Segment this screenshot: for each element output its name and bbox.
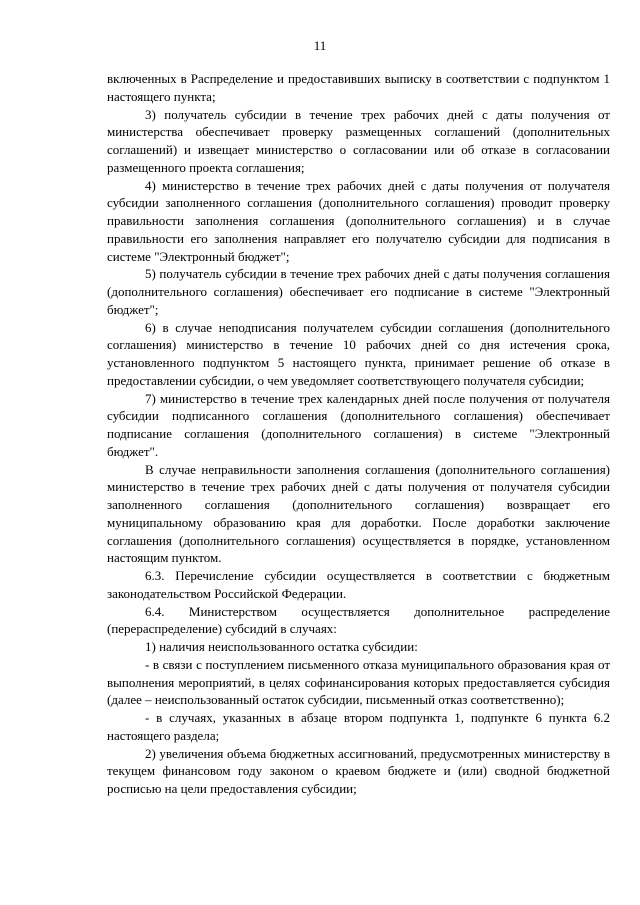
paragraph-6-4-item-1: 1) наличия неиспользованного остатка субсидии: xyxy=(145,639,418,654)
document-body xyxy=(107,70,610,798)
paragraph-item-6: 6) в случае неподписания получателем субсидии соглашения (дополнительного соглашения) министерство в течение 10 рабочих дней со дня истечения срока, установленного подпунктом 5 настоящего пункта, принимает решение об отказе в предоставлении субсидии, о чем уведомляет соответствующего получателя субсидии; xyxy=(107,319,610,388)
paragraph-6-4: 6.4. Министерством осуществляется дополнительное распределение (перераспределение) субсидий в случаях: xyxy=(107,603,610,637)
paragraph-6-3: 6.3. Перечисление субсидии осуществляется в соответствии с бюджетным законодательством Российской Федерации. xyxy=(107,568,610,601)
paragraph-item-4: 4) министерство в течение трех рабочих дней с даты получения от получателя субсидии заполненного соглашения (дополнительного соглашения) проводит проверку правильности заполнения соглашения (дополнительного соглашения) и в случае правильности его заполнения направляет его получателю субсидии для подписания в системе "Электронный бюджет"; xyxy=(107,177,610,264)
paragraph-dash-cases: - в случаях, указанных в абзаце втором подпункта 1, подпункте 6 пункта 6.2 настоящего раздела; xyxy=(107,710,610,743)
page-number: 11 xyxy=(313,38,327,53)
paragraph-item-5: 5) получатель субсидии в течение трех рабочих дней с даты получения соглашения (дополнительного соглашения) обеспечивает его подписание в системе "Электронный бюджет"; xyxy=(107,266,610,317)
paragraph-dash-refusal: - в связи с поступлением письменного отказа муниципального образования края от выполнения мероприятий, в целях софинансирования которых предоставляется субсидия (далее – неиспользованный остаток субсидии, письменный отказ соответственно); xyxy=(107,656,610,708)
paragraph-incorrect-filling: В случае неправильности заполнения соглашения (дополнительного соглашения) министерство в течение трех рабочих дней с даты получения от получателя субсидии заполненного соглашения (дополнительного соглашения) возвращает его муниципальному образованию края для доработки. После доработки заключение соглашения (дополнительного соглашения) осуществляется в порядке, установленном настоящим пунктом. xyxy=(107,461,610,566)
paragraph-item-3: 3) получатель субсидии в течение трех рабочих дней с даты получения от министерства обеспечивает проверку размещенных соглашений (дополнительных соглашений) и извещает министерство о согласовании или об отказе в согласовании размещенного проекта соглашения; xyxy=(107,106,610,175)
paragraph-item-7: 7) министерство в течение трех календарных дней после получения от получателя субсидии подписанного соглашения (дополнительного соглашения) обеспечивает подписание соглашения (дополнительного соглашения) в системе "Электронный бюджет". xyxy=(107,390,610,459)
paragraph-6-4-item-2: 2) увеличения объема бюджетных ассигнований, предусмотренных министерству в текущем финансовом году законом о краевом бюджете и (или) сводной бюджетной росписью на цели предоставления субсидии; xyxy=(107,745,610,796)
paragraph-continuation: включенных в Распределение и предоставивших выписку в соответствии с подпунктом 1 настоящего пункта; xyxy=(107,71,610,104)
